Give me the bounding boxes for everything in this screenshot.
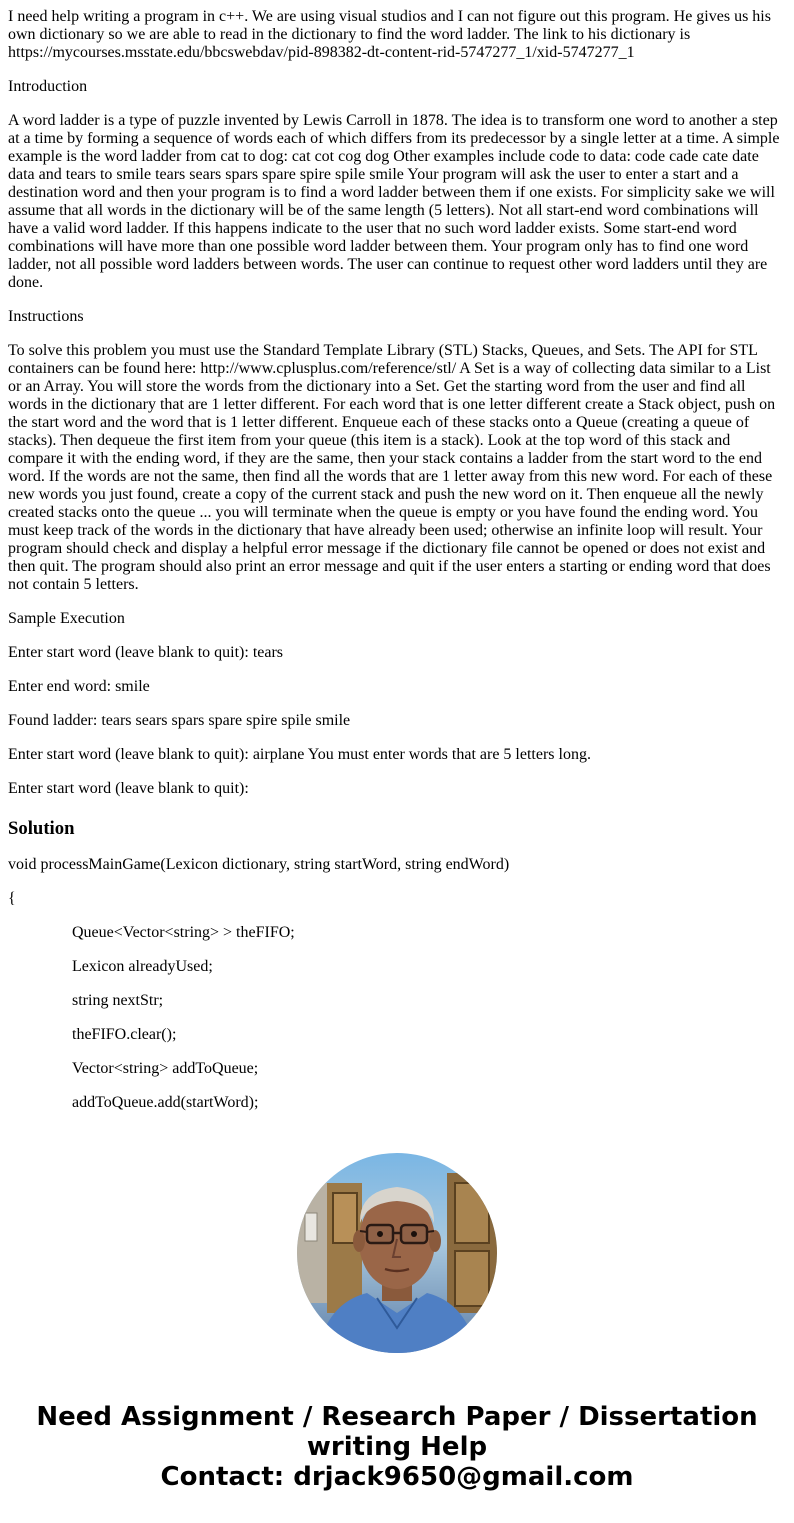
promo-contact: Contact: drjack9650@gmail.com <box>160 1462 634 1492</box>
solution-heading: Solution <box>8 818 75 839</box>
code-line: Queue<Vector<string> > theFIFO; <box>72 924 295 941</box>
code-line: string nextStr; <box>72 992 164 1009</box>
code-signature: void processMainGame(Lexicon dictionary, string startWord, string endWord) <box>8 856 510 873</box>
author-avatar <box>297 1153 497 1353</box>
code-line: addToQueue.add(startWord); <box>72 1094 259 1111</box>
sample-heading: Sample Execution <box>8 610 125 627</box>
sample-line: Enter end word: smile <box>8 678 150 695</box>
promo-line: writing Help <box>306 1432 488 1462</box>
sample-line: Enter start word (leave blank to quit): tears <box>8 644 284 661</box>
promo-banner <box>0 1402 794 1492</box>
question-request: I need help writing a program in c++. We are using visual studios and I can not figure out this program. He gives us his own dictionary so we are able to read in the dictionary to find the word ladder. The link to his dictionary is https://mycourses.msstate.edu/bbcswebdav/pid-898382-dt-content-rid-5747277_1/xid-5747277_1 <box>8 8 771 61</box>
instructions-heading: Instructions <box>8 308 84 325</box>
sample-line: Enter start word (leave blank to quit): <box>8 780 249 797</box>
document-body <box>8 8 784 1128</box>
avatar-portrait <box>297 1153 497 1353</box>
introduction-heading: Introduction <box>8 78 88 95</box>
code-line: Lexicon alreadyUsed; <box>72 958 213 975</box>
sample-line: Found ladder: tears sears spars spare spire spile smile <box>8 712 351 729</box>
code-open-brace: { <box>8 890 16 907</box>
instructions-body: To solve this problem you must use the Standard Template Library (STL) Stacks, Queues, and Sets. The API for STL containers can be found here: http://www.cplusplus.com/reference/stl/ A Set is a way of collecting data similar to a List or an Array. You will store the words from the dictionary into a Set. Get the starting word from the user and find all words in the dictionary that are 1 letter different. For each word that is one letter different create a Stack object, push on the start word and the word that is 1 letter different. Enqueue each of these stacks onto a Queue (creating a queue of stacks). Then dequeue the first item from your queue (this item is a stack). Look at the top word of this stack and compare it with the ending word, if they are the same, then your stack contains a ladder from the start word to the end word. If the words are not the same, then find all the words that are 1 letter away from this new word. For each of these new words you just found, create a copy of the current stack and push the new word on it. Then enqueue all the newly created stacks onto the queue ... you will terminate when the queue is empty or you have found the ending word. You must keep track of the words in the dictionary that have already been used; otherwise an infinite loop will result. Your program should check and display a helpful error message if the dictionary file cannot be opened or does not exist and then quit. The program should also print an error message and quit if the user enters a starting or ending word that does not contain 5 letters. <box>8 342 776 593</box>
sample-line: Enter start word (leave blank to quit): airplane You must enter words that are 5 letters long. <box>8 746 591 763</box>
code-line: theFIFO.clear(); <box>72 1026 177 1043</box>
introduction-body: A word ladder is a type of puzzle invented by Lewis Carroll in 1878. The idea is to transform one word to another a step at a time by forming a sequence of words each of which differs from its predecessor by a single letter at a time. A simple example is the word ladder from cat to dog: cat cot cog dog Other examples include code to data: code cade cate date data and tears to smile tears sears spars spare spire spile smile Your program will ask the user to enter a start and a destination word and then your program is to find a word ladder between them if one exists. For simplicity sake we will assume that all words in the dictionary will be of the same length (5 letters). Not all start-end word combinations will have a valid word ladder. If this happens indicate to the user that no such word ladder exists. Some start-end word combinations will have more than one possible word ladder between them. Your program only has to find one word ladder, not all possible word ladders between words. The user can continue to request other word ladders until they are done. <box>8 112 780 291</box>
code-line: Vector<string> addToQueue; <box>72 1060 259 1077</box>
promo-line: Need Assignment / Research Paper / Dissertation <box>36 1402 758 1432</box>
